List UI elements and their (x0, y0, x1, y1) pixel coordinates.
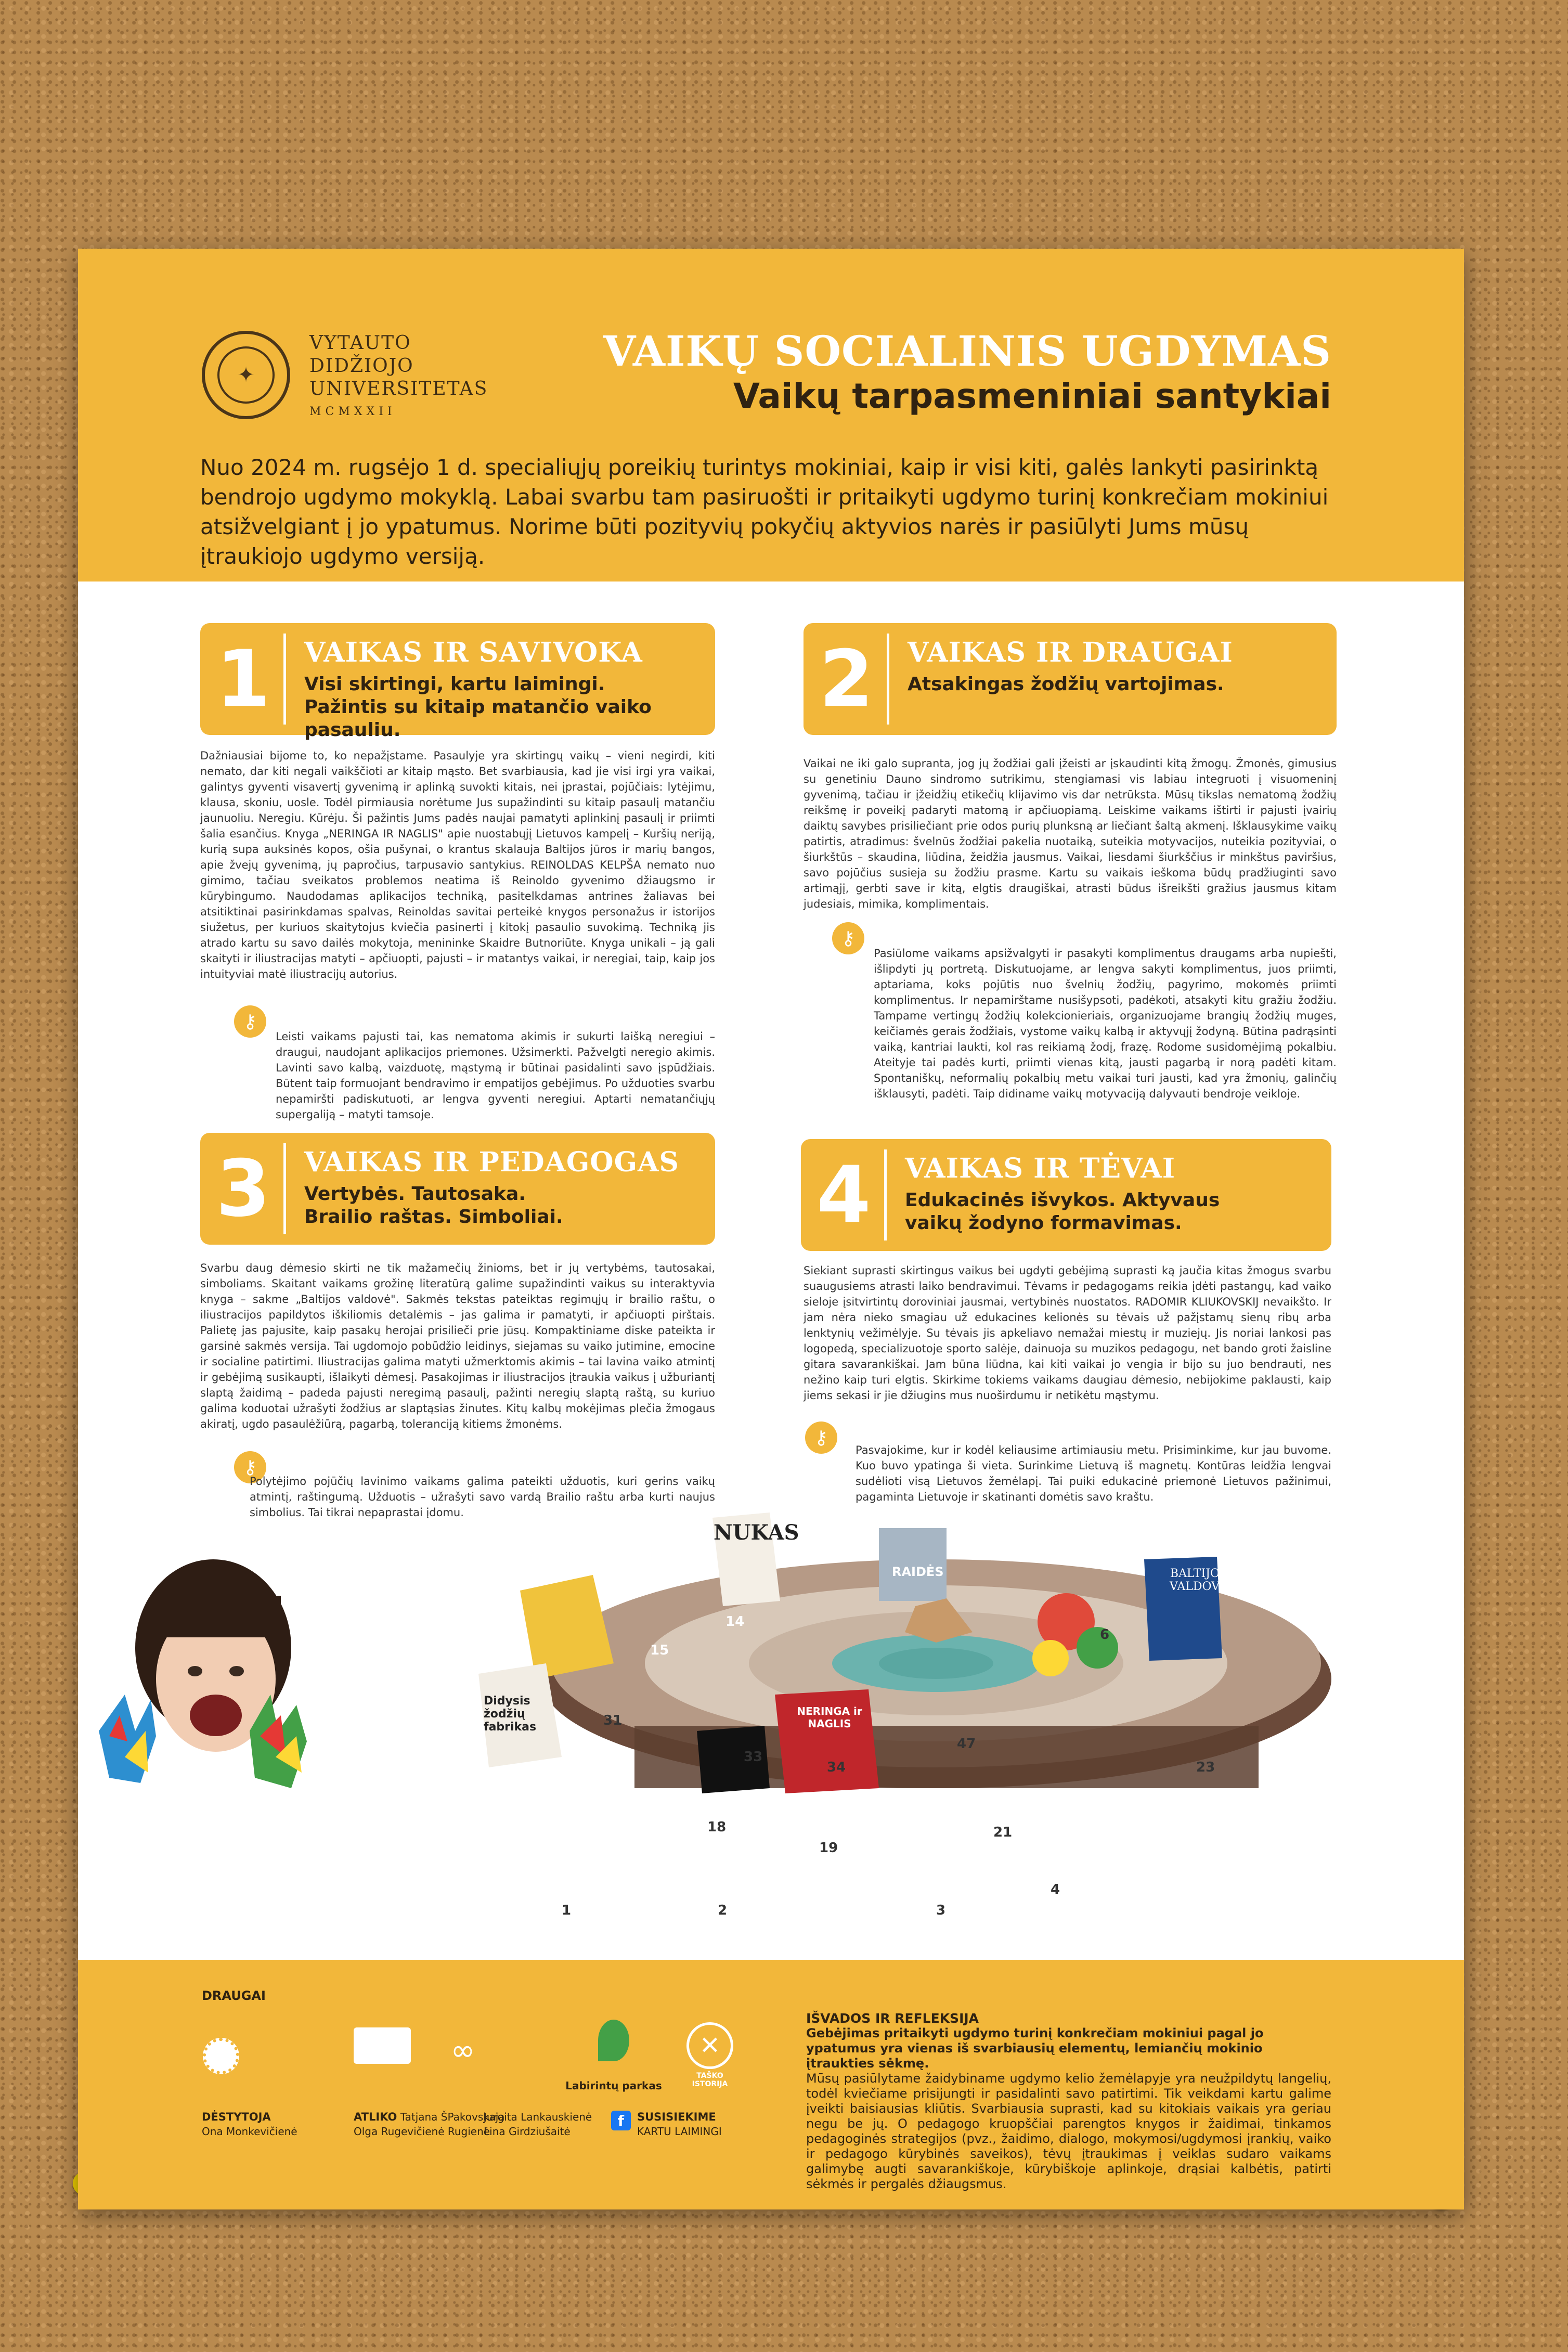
board-number: 6 (1100, 1627, 1110, 1643)
credits-atliko-2: Jurgita Lankauskienė Lina Girdziušaitė (484, 2111, 592, 2138)
section-3-header (200, 1133, 715, 1245)
board-number: 31 (603, 1713, 623, 1728)
board-number: 33 (744, 1749, 763, 1765)
section-1-tip: Leisti vaikams pajusti tai, kas nematoma akimis ir sukurti laišką neregiui – draugui, naudojant aplikacijos priemones. Užsimerkti. Pažvelgti neregio akimis. Lavinti savo kalbą, vaizduotę, mąstymą ir būtinai pasidalinti savo įspūdžiais. Būtent taip formuojant bendravimo ir empatijos gebėjimus. Po užduoties svarbu nepamiršti padiskutuoti, ar lengva gyventi neregiui. Aptarti nematančiųjų supergaliją – matyti tamsoje. (276, 1030, 715, 1121)
board-game-illustration (478, 1507, 1373, 1819)
board-number: 2 (718, 1903, 728, 1918)
board-number: 1 (562, 1903, 572, 1918)
partner-labirintu-parkas: Labirintų parkas (565, 2079, 662, 2092)
partners-heading: DRAUGAI (202, 1988, 266, 2003)
board-number: 34 (827, 1760, 846, 1775)
conclusion-text: Mūsų pasiūlytame žaidybiname ugdymo kelio žemėlapyje yra neužpildytų langelių, todėl kviečiame prisijungti ir pasidalinti savo patirtimi. Tik veikdami kartu galime įveikti baisiausias kliūtis. Svarbiausia suprasti, kad su kitokiais vaikais yra geriau negu be jų. O pedagogo kruopščiai parengtos knygos ir žaidimai, tinkamos pedagoginės strategijos (pvz., žaidimo, dialogo, mokymosi/ugdymosi įrankių, vaiko ir pedagogo kūrybinės saveikos), tėvų įtraukimas į veiklas sudaro vaikams galimybę augti savarankiškoje, kūrybiškoje aplinkoje, drąsiai kalbėtis, patirti sėkmės ir pergalės džiaugsmus. (806, 2071, 1331, 2191)
mountain-logo-icon (354, 2027, 411, 2064)
child-photo (78, 1559, 328, 1835)
credits-destytoja: DĖSTYTOJA Ona Monkevičienė (202, 2111, 297, 2138)
tasko-istorija-logo-icon: ✕ (686, 2022, 733, 2069)
board-number: 18 (707, 1819, 727, 1835)
key-icon: ⚷ (805, 1421, 837, 1454)
section-4-tip: Pasvajokime, kur ir kodėl keliausime artimiausiu metu. Prisiminkime, kur jau buvome. Kuo buvo ypatinga ši vieta. Surinkime Lietuvą iš magnetų. Kontūras leidžia lengvai sudėlioti visą Lietuvos žemėlapį. Tai puiki edukacinė priemonė Lietuvos pažinimui, pagaminta Lietuvoje ir skatinanti domėtis savo kraštu. (856, 1444, 1331, 1503)
section-subtitle: Edukacinės išvykos. Aktyvaus vaikų žodyno formavimas. (905, 1190, 1220, 1234)
university-seal-icon: ✦ (202, 331, 290, 419)
section-3-tip: Polytėjimo pojūčių lavinimo vaikams galima pateikti užduotis, kuri gerins vaikų atmintį, raštingumą. Užduotis – užrašyti savo vardą Brailio raštu arba kurti naujus simbolius. Tai tikrai nepaprastai įdomu. (250, 1475, 715, 1519)
labyrinth-logo-icon (598, 2020, 629, 2061)
board-number: 21 (993, 1825, 1013, 1840)
sun-logo-icon (203, 2038, 239, 2074)
board-number: 23 (1196, 1760, 1215, 1775)
board-number: 47 (957, 1736, 976, 1752)
key-icon: ⚷ (832, 922, 864, 954)
poster-title: VAIKŲ SOCIALINIS UGDYMAS (603, 327, 1331, 376)
credits-atliko: ATLIKO Tatjana ŠPakovskaja Olga Rugevičienė Rugienė (354, 2111, 505, 2138)
book-raides: RAIDĖS (892, 1565, 944, 1579)
board-number: 4 (1051, 1882, 1060, 1897)
key-icon: ⚷ (234, 1451, 266, 1483)
poster-subtitle: Vaikų tarpasmeniniai santykiai (733, 376, 1331, 416)
section-1-body: Dažniausiai bijome to, ko nepažįstame. Pasaulyje yra skirtingų vaikų – vieni negirdi, kiti nemato, dar kiti negali vaikščioti ar kitaip mąsto. Bet svarbiausia, kad jie visi irgi yra vaikai, galintys gyventi visavertį gyvenimą ir aplinką suvokti kitais, nei įprastai, pojūčiais: lytėjimu, klausa, skoniu, uosle. Todėl pirmiausia norėtume Jus supažindinti su kitaip pasaulį matančiu jaunuoliu. Neregiu. Kūrėju. Ši pažintis Jums padės naujai pamatyti aplinkinį pasaulį ir priimti šalia esančius. Knyga „NERINGA IR NAGLIS" apie nuostabųjį Lietuvos kampelį – Kuršių neriją, kurią supa auksinės kopos, ošia pušynai, o krantus skalauja Baltijos jūros ir marių bangos, apie žvejų gyvenimą, jų papročius, tarpusavio santykius. REINOLDAS KELPŠA nemato nuo gimimo, tačiau sveikatos problemos neatima iš Reinoldo gyvenimo džiaugsmo ir kūrybingumo. Naudodamas aplikacijos techniką, pasitelkdamas antrines žaliavas bei atsitiktinai pasirinkdamas spalvas, Reinoldas savitai perteikė knygos personažus ir istorijos siužetus, per kuriuos skaitytojus kviečia pasinerti į kitokį pasaulio suvokimą. Techniką jis atrado kartu su savo dailės mokytoja, menininke Skaidre Butnoriūte. Knyga unikali – ją gali skaityti ir iliustracijas matyti – apčiuopti, pajusti – ir matantys vaikai, ir neregiai, taip, kaip jos intuityviai matė iliustracijų autorius. (200, 749, 715, 980)
section-subtitle: Atsakingas žodžių vartojimas. (908, 674, 1224, 695)
section-title: VAIKAS IR SAVIVOKA (304, 637, 643, 668)
section-2-tip: Pasiūlome vaikams apsižvalgyti ir pasakyti komplimentus draugams arba nupiešti, išlipdyti jų portretą. Diskutuojame, ar lengva sakyti komplimentus, juos priimti, aptariama, koks pojūtis nuo švelnių žodžių, pagyrimo, mokomės priimti komplimentus. Ir nepamirštame nusišypsoti, padėkoti, atsakyti kitu gražiu žodžiu. Tampame vertingų žodžių kolekcionieriais, organizuojame brangių žodžių muges, keičiamės gerais žodžiais, vystome vaikų kalbą ir aktyvųjį žodyną. Būtina padrąsinti vaiką, kantriai laukti, kol ras reikiamą žodį, frazę. Rodome susidomėjimą pokalbiu. Ateityje tai padės kurti, priimti vienas kitą, jausti pagarbą ir norą padėti kitam. Spontaniškų, neformalių pokalbių metu vaikai turi jausti, kad yra žmonių, galinčių išklausyti, padėti. Taip didiname vaikų motyvaciją dalyvauti bendroje veikloje. (874, 947, 1337, 1100)
section-4-body: Siekiant suprasti skirtingus vaikus bei ugdyti gebėjimą suprasti ką jaučia kitas žmogus svarbu suaugusiems atrasti laiko bendravimui. Tėvams ir pedagogams reikia įdėti pastangų, kad vaiko sieloje įsitvirtintų doroviniai jausmai, vertybinės nuostatos. RADOMIR KLIUKOVSKIJ nevaikšto. Ir jam nėra nieko smagiau už edukacines kelionės su tėvais už pažįstamų sienų ribų arba lenktynių vežimėlyje. Su tėvais jis apkeliavo nemažai miestų ir muziejų. Jis noriai lankosi pas logopedą, specializuotoje sporto salėje, dainuoja su muzikos pedagogu, net bando groti žaisline gitara savarankiškai. Jam būna liūdna, kai kiti vaikai jo vengia ir bijo su juo bendrauti, nes nežino kaip turi elgtis. Skirkime tokiems vaikams daugiau dėmesio, nebijokime paklausti, kaip jiems sekasi ir jie džiugins mus nuoširdumu ir netikėtu mąstymu. (804, 1264, 1331, 1402)
section-title: VAIKAS IR TĖVAI (905, 1153, 1176, 1184)
section-1-header (200, 623, 715, 741)
book-baltijos-valdove: BALTIJOS VALDOVĖ (1169, 1567, 1228, 1593)
section-subtitle: Vertybės. Tautosaka. Brailio raštas. Simboliai. (304, 1183, 563, 1227)
board-number: 15 (650, 1643, 669, 1658)
board-number: 3 (936, 1903, 946, 1918)
partner-tasko-istorija: TAŠKO ISTORIJA (692, 2072, 728, 2088)
section-title: VAIKAS IR DRAUGAI (908, 637, 1233, 668)
poster (78, 249, 1464, 2209)
conclusion-block (806, 2011, 1331, 2192)
book-nukas: NUKAS (714, 1520, 799, 1545)
facebook-icon[interactable]: f (611, 2111, 631, 2130)
section-2-header (804, 623, 1337, 735)
board-number: 19 (819, 1840, 838, 1856)
section-number: 4 (801, 1139, 887, 1251)
university-year: MCMXXII (309, 405, 396, 418)
board-number: 14 (725, 1614, 745, 1630)
key-icon: ⚷ (234, 1005, 266, 1038)
section-3-body: Svarbu daug dėmesio skirti ne tik mažamečių žinioms, bet ir jų vertybėms, tautosakai, simboliams. Skaitant vaikams grožinę literatūrą galime supažindinti vaikus su interaktyvia knyga – sakme „Baltijos valdovė". Sakmės tekstas pateiktas regimųjų ir brailio raštu, o iliustracijos papildytos iškiliomis detalėmis – jas galima ir pamatyti, ir apčiuopti pirštais. Palietę jas pajusite, kaip pasakų herojai prisilieči prie jūsų. Kompaktiniame diske pateikta ir garsinė sakmės versija. Tai ugdomojo pobūdžio leidinys, siejamas su vaiko jutimine, emocine ir socialine patirtimi. Iliustracijas galima matyti užmerktomis akimis – tai lavina vaiko atmintį ir gebėjimą susikaupti, išlaikyti dėmesį. Pasakojimas ir iliustracijos įtraukia vaikus į užburiantį slaptą žaidimą – padeda pajusti neregimą pasaulį, pažinti neregių slaptą raštą, su kuriuo galima koduotai užrašyti žodžius ar slaptąsias žinutes. Kitų kalbų mokėjimas plečia žmogaus akiratį, ugdo pasaulėžiūrą, pagarbą, toleranciją kitiems žmonėms. (200, 1262, 715, 1430)
conclusion-title: IŠVADOS IR REFLEKSIJA (806, 2011, 979, 2026)
section-2-body: Vaikai ne iki galo supranta, jog jų žodžiai gali įžeisti ar įskaudinti kitą žmogų. Žmonės, gimusius su genetiniu Dauno sindromo sutrikimu, stengiamasi vis labiau integruoti į visuomeninį gyvenimą, tačiau ir įžeidžių etikečių klijavimo vis dar netrūksta. Mūsų tikslas nematomą žodžių reikšmę ir poveikį padaryti matomą ir apčiuopiamą. Leiskime vaikams ištirti ir pajusti įvairių daiktų savybes prisiliečiant prie odos purių plunksną ar liečiant šaltą akmenį. Išklausykime vaikų patirtis, atradimus: švelnūs žodžiai pakelia nuotaiką, suteikia motyvacijos, nuteikia pozityviai, o šiurkštūs – skaudina, liūdina, žeidžia jausmus. Vaikai, liesdami šiurkščius ir minkštus paviršius, savo pojūčius susieja su žodžiu prasme. Kartu su vaikais ieškoma būdų pradžiuginti savo artimąjį, gerbti save ir kitą, elgtis draugiškai, atrasti būdus išreikšti gražius jausmus kitam judesiais, mimika, komplimentais. (804, 757, 1337, 910)
section-subtitle: Visi skirtingi, kartu laimingi. Pažintis su kitaip matančio vaiko pasauliu. (304, 674, 652, 741)
section-title: VAIKAS IR PEDAGOGAS (304, 1146, 679, 1178)
section-number: 3 (200, 1133, 286, 1245)
conclusion-lead: Gebėjimas pritaikyti ugdymo turinį konkrečiam mokiniui pagal jo ypatumus yra vienas iš svarbiausių elementų, lemiančių mokinio įtraukties sėkmę. (806, 2026, 1264, 2071)
book-didysis-zodziu-fabrikas: Didysis žodžių fabrikas (484, 1695, 537, 1734)
infinity-logo-icon: ∞ (450, 2034, 475, 2067)
university-name: VYTAUTO DIDŽIOJO UNIVERSITETAS MCMXXII (309, 332, 488, 423)
contact: SUSISIEKIME KARTU LAIMINGI (637, 2111, 722, 2138)
intro-paragraph: Nuo 2024 m. rugsėjo 1 d. specialiųjų poreikių turintys mokiniai, kaip ir visi kiti, galės lankyti pasirinktą bendrojo ugdymo mokyklą. Labai svarbu tam pasiruošti ir pritaikyti ugdymo turinį konkrečiam mokiniui atsižvelgiant į jo ypatumus. Norime būti pozityvių pokyčių aktyvios narės ir pasiūlyti Jums mūsų įtraukiojo ugdymo versiją. (200, 455, 1329, 569)
section-number: 1 (200, 623, 286, 735)
section-4-header (801, 1139, 1331, 1251)
section-number: 2 (804, 623, 889, 735)
book-neringa-ir-naglis: NERINGA ir NAGLIS (797, 1705, 862, 1730)
